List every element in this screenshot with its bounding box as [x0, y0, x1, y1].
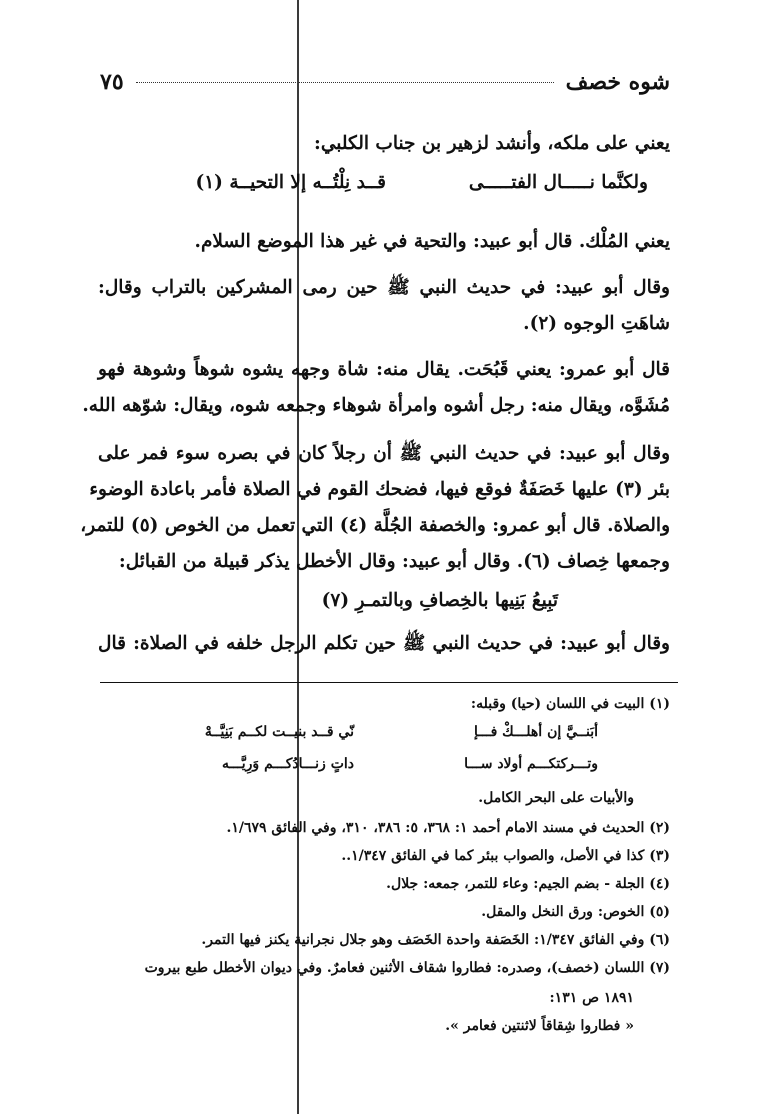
page-number: ٧٥	[100, 69, 124, 95]
running-header	[100, 62, 670, 102]
footnote-verse-2-left: داتٍ زنـــادُكـــم وَرِيَّـــه	[221, 756, 354, 772]
footnote-text: الجلة - بضم الجيم: وعاء للتمر، جمعه: جلال.	[386, 876, 645, 892]
footnote-7	[70, 958, 670, 978]
footnote-number: (٣)	[649, 848, 670, 864]
footnote-6	[70, 930, 670, 950]
header-title: شوه خصف	[565, 69, 670, 95]
footnote-1	[70, 694, 670, 714]
verse-1-right-hemistich: ولكنَّما نـــــال الفتـــــى	[468, 172, 648, 193]
header-dotted-rule	[136, 82, 554, 83]
text-line-11: وقال أبو عبيد: في حديث النبي ﷺ حين تكلم الرجل خلفه في الصلاة: قال	[98, 633, 670, 654]
footnote-text: الخوص: ورق النخل والمقل.	[481, 904, 645, 920]
text-line-9: والصلاة. قال أبو عمرو: والخصفة الجُلَّة (٤) التي تعمل من الخوص (٥) للتمر،	[80, 515, 670, 536]
footnote-text: اللسان (خصف)، وصدره: فطاروا شقاف الأثنين فعامرٌ. وفي ديوان الأخطل طبع بيروت	[144, 960, 645, 976]
footnote-number: (٦)	[649, 932, 670, 948]
footnote-separator	[100, 682, 678, 683]
text-line-5: قال أبو عمرو: يعني قَبُحَت. يقال منه: شاة وجهه يشوه شوهاً وشوهة فهو	[98, 359, 670, 380]
verse-2: تَبِيعُ بَنِيها بالخِصافِ وبالتمـرِ (٧)	[321, 590, 558, 611]
footnote-text: البيت في اللسان (حيا) وقبله:	[470, 696, 645, 712]
footnote-number: (١)	[649, 696, 670, 712]
footnote-verse-2-right: وتـــركتكـــم أولاد ســـا	[464, 756, 598, 772]
footnote-2	[70, 818, 670, 838]
footnote-text: الحديث في مسند الامام أحمد ١: ٣٦٨، ٥: ٣٨٦، ٣١٠، وفي الفائق ١/٦٧٩.	[226, 820, 645, 836]
footnote-7-quote: « فطاروا شِقاقاً لاثنتين فعامر ».	[445, 1018, 634, 1034]
footnote-5	[70, 902, 670, 922]
footnote-number: (٥)	[649, 904, 670, 920]
footnote-verse-1-right: أبَنــيَّ إن أهلـــكْ فـــإ	[474, 724, 598, 740]
text-line-4: شاهَتِ الوجوه (٢).	[523, 313, 670, 334]
footnote-number: (٧)	[649, 960, 670, 976]
footnote-meter-note: والأبيات على البحر الكامل.	[478, 790, 634, 806]
footnote-3	[70, 846, 670, 866]
text-line-3: وقال أبو عبيد: في حديث النبي ﷺ حين رمى المشركين بالتراب وقال:	[98, 277, 670, 298]
text-line-10: وجمعها خِصاف (٦). وقال أبو عبيد: وقال الأخطل يذكر قبيلة من القبائل:	[118, 551, 670, 572]
footnote-4	[70, 874, 670, 894]
footnote-verse-1-left: نّي قــد بنيــت لكــم بَنِيَّــهْ	[204, 724, 354, 740]
text-line-8: بئر (٣) عليها خَصَفَةٌ فوقع فيها، فضحك القوم في الصلاة فأمر باعادة الوضوء	[89, 479, 670, 500]
footnote-number: (٢)	[649, 820, 670, 836]
verse-1-left-hemistich: قــد نِلْتُــه إلا التحيــة (١)	[195, 172, 386, 193]
footnote-text: كذا في الأصل، والصواب ببئر كما في الفائق ١/٣٤٧..	[341, 848, 645, 864]
text-line-7: وقال أبو عبيد: في حديث النبي ﷺ أن رجلاً كان في بصره سوء فمر على	[98, 443, 670, 464]
text-line-1: يعني على ملكه، وأنشد لزهير بن جناب الكلبي:	[314, 133, 670, 154]
text-line-6: مُشَوَّه، ويقال منه: رجل أشوه وامرأة شوهاء وجمعه شوه، ويقال: شوّهه الله.	[82, 395, 670, 416]
text-line-2: يعني المُلْك. قال أبو عبيد: والتحية في غير هذا الموضع السلام.	[194, 231, 670, 252]
footnote-text: وفي الفائق ١/٣٤٧: الخَصَفة واحدة الخَصَف وهو جلال نجرانية يكنز فيها التمر.	[201, 932, 645, 948]
footnote-number: (٤)	[649, 876, 670, 892]
footnote-7-continued: ١٨٩١ ص ١٣١:	[549, 990, 634, 1006]
